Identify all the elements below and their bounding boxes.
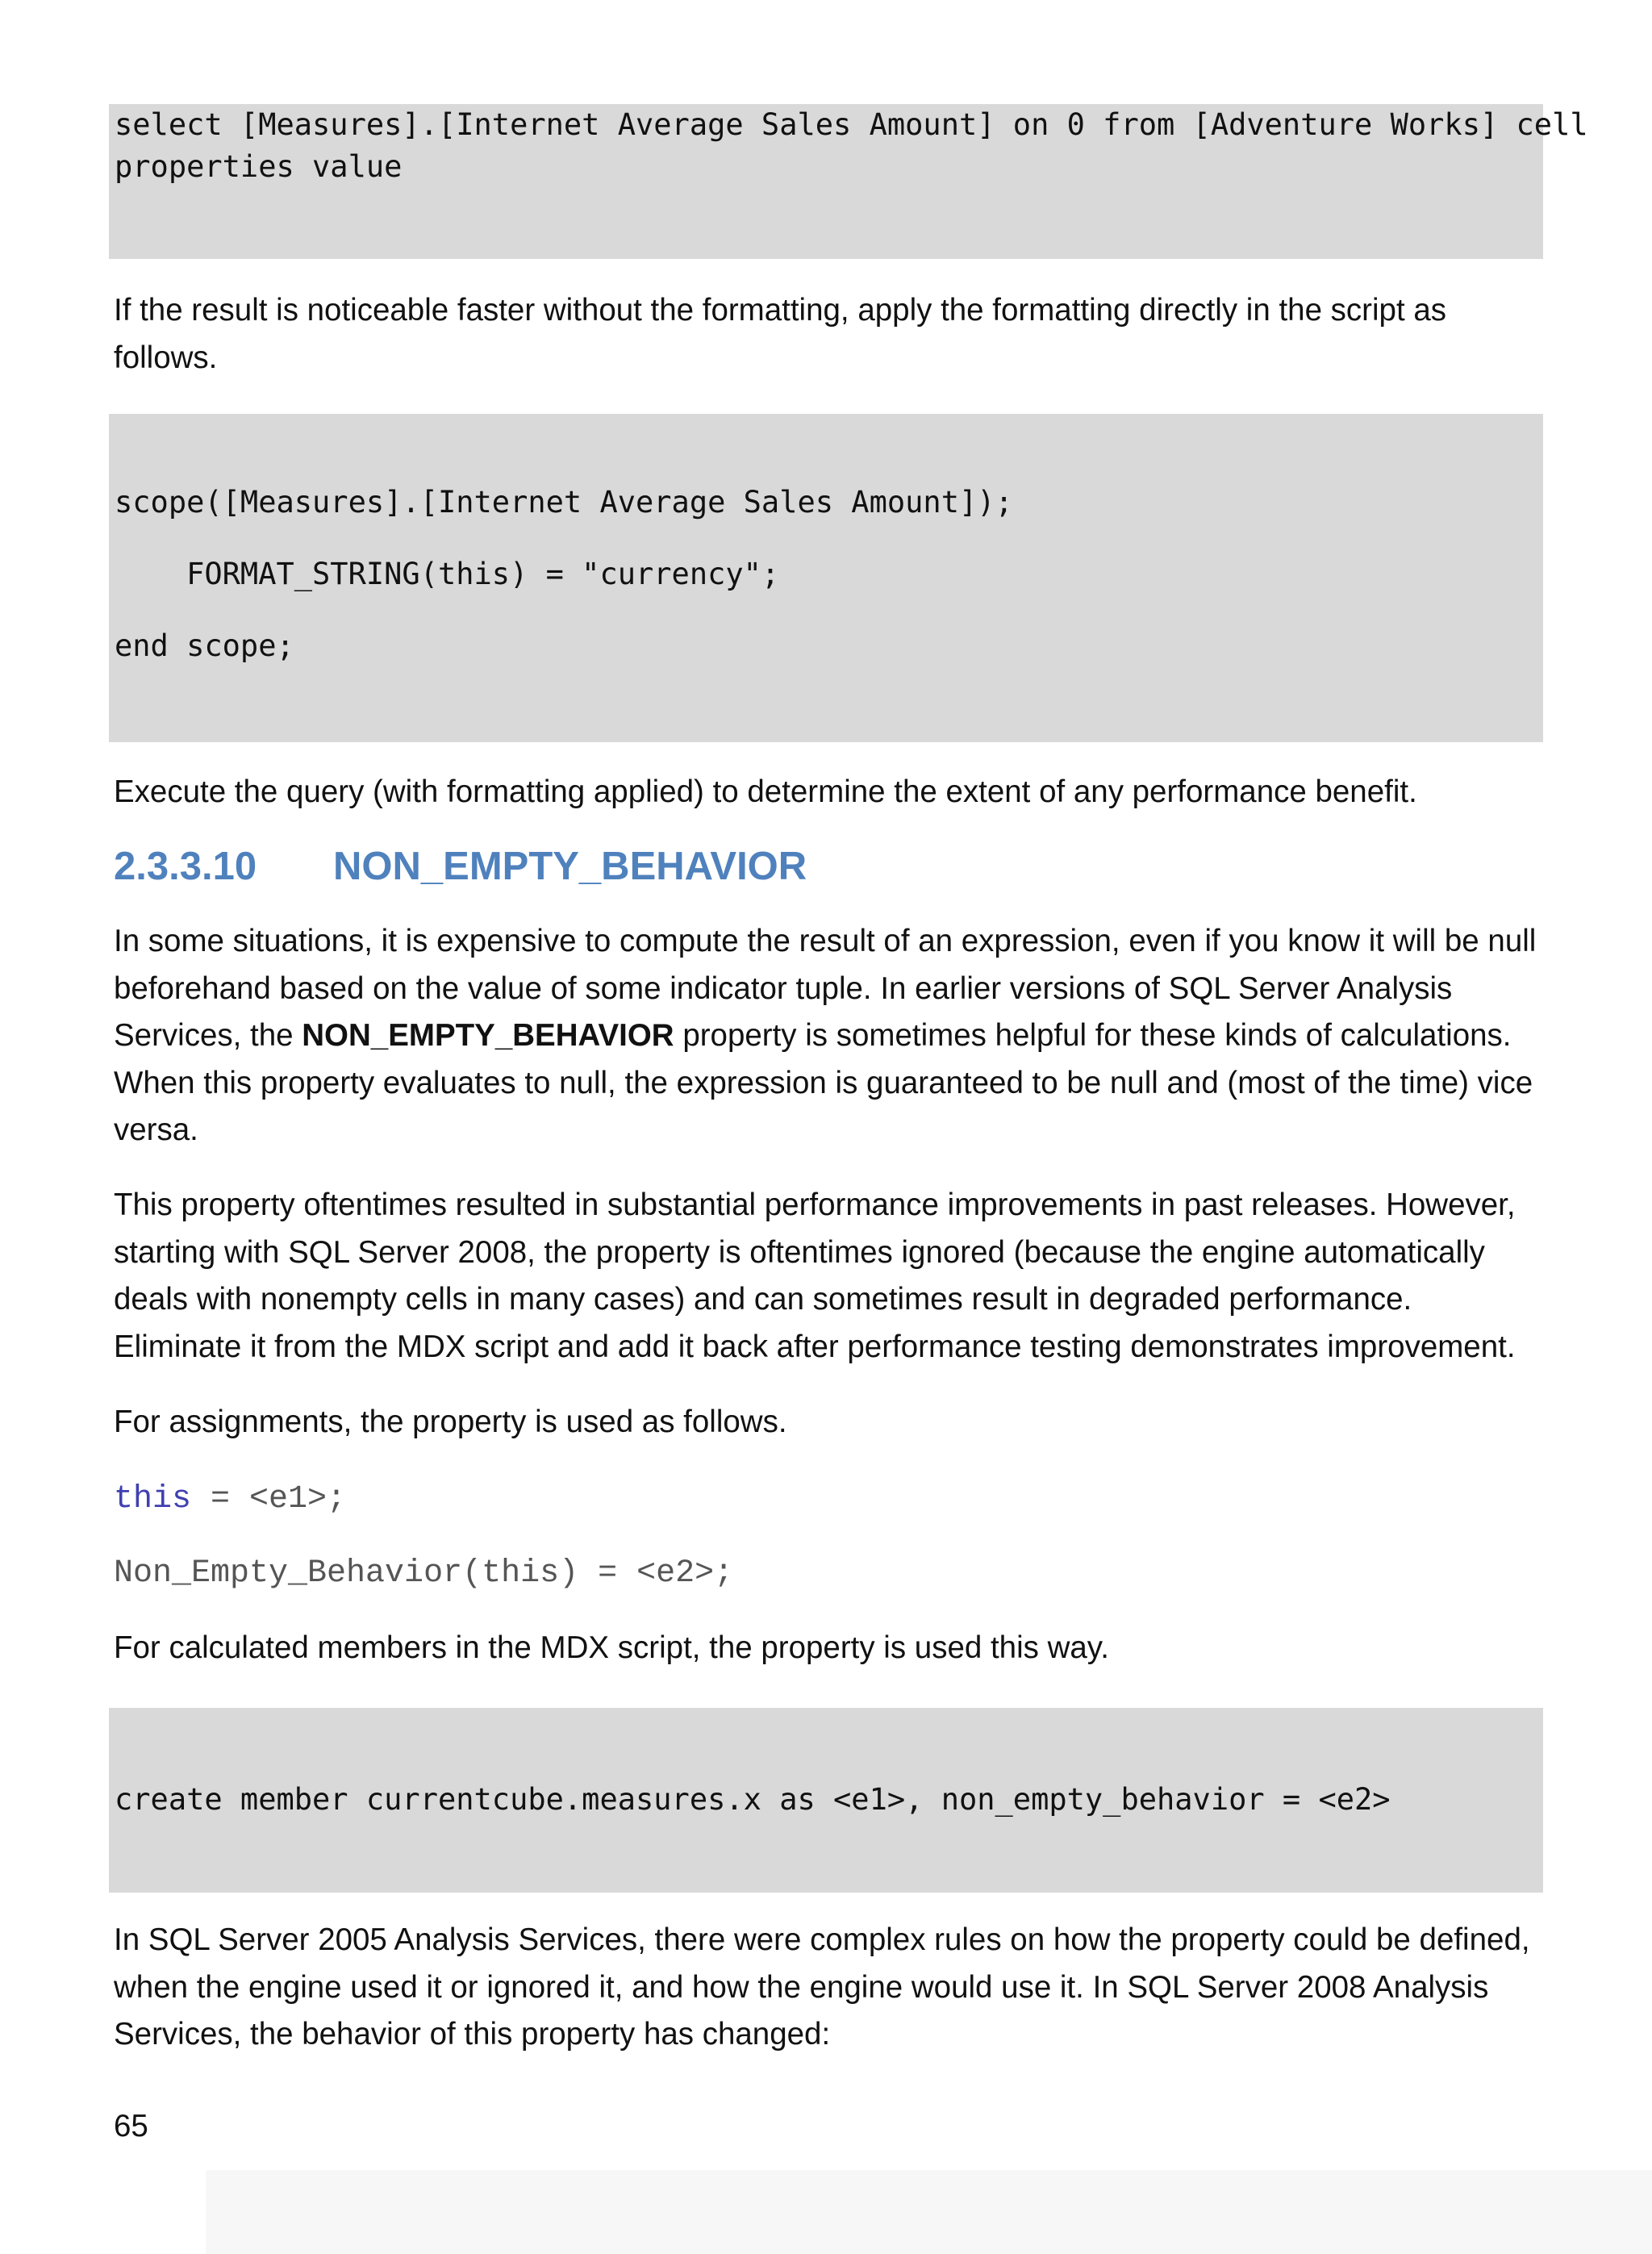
body-paragraph: This property oftentimes resulted in substantial performance improvements in past releases. However, starting with SQL Server 2008, the property is oftentimes ignored (because the engine automatically deals with nonempty cells in many cases) and can sometimes result in degraded performance. Eliminate it from the MDX script and add it back after performance testing demonstrates improvement. xyxy=(114,1188,1516,1364)
section-number: 2.3.3.10 xyxy=(114,845,257,888)
code-block-create-member xyxy=(109,1708,1543,1893)
code-keyword: this xyxy=(114,1481,192,1517)
code-line: FORMAT_STRING(this) = "currency"; xyxy=(115,557,780,591)
property-name-bold: NON_EMPTY_BEHAVIOR xyxy=(302,1018,674,1053)
paragraph-text: property is sometimes helpful for these kinds of calculations. When this property evaluates to null, the expression is guaranteed to be null and (most of the time) vice versa. xyxy=(114,1018,1533,1147)
code-line: properties value xyxy=(115,149,403,184)
body-paragraph: Execute the query (with formatting applied) to determine the extent of any performance benefit. xyxy=(114,774,1417,809)
body-paragraph xyxy=(114,918,1546,1154)
code-assignment-line: Non_Empty_Behavior(this) = <e2>; xyxy=(114,1555,734,1592)
code-assignment-line xyxy=(114,1481,346,1517)
body-paragraph: If the result is noticeable faster without the formatting, apply the formatting directly in the script as follows. xyxy=(114,293,1447,375)
page-shadow xyxy=(206,2170,1652,2254)
body-paragraph: For assignments, the property is used as follows. xyxy=(114,1405,787,1439)
body-paragraph: In SQL Server 2005 Analysis Services, there were complex rules on how the property could be defined, when the engine used it or ignored it, and how the engine would use it. In SQL Server 2008 Analysis Services, the behavior of this property has changed: xyxy=(114,1922,1530,2052)
body-paragraph: For calculated members in the MDX script, the property is used this way. xyxy=(114,1630,1109,1665)
code-block-scope xyxy=(109,414,1543,742)
code-line: select [Measures].[Internet Average Sales Amount] on 0 from [Adventure Works] cell xyxy=(115,107,1588,142)
code-line: end scope; xyxy=(115,628,294,663)
code-text: = <e1>; xyxy=(191,1481,347,1517)
section-heading xyxy=(114,844,807,889)
code-line: scope([Measures].[Internet Average Sales Amount]); xyxy=(115,485,1013,520)
section-title: NON_EMPTY_BEHAVIOR xyxy=(333,845,807,888)
code-block-select-query xyxy=(109,104,1588,259)
paragraph-text: In some situations, it is expensive to compute the result of an expression, even if you know it will be null beforehand based on the value of some indicator tuple. In earlier versions of SQL Server Analysis Services, the xyxy=(114,924,1537,1053)
page-number: 65 xyxy=(114,2109,148,2143)
code-line: create member currentcube.measures.x as <e1>, non_empty_behavior = <e2> xyxy=(115,1782,1391,1817)
